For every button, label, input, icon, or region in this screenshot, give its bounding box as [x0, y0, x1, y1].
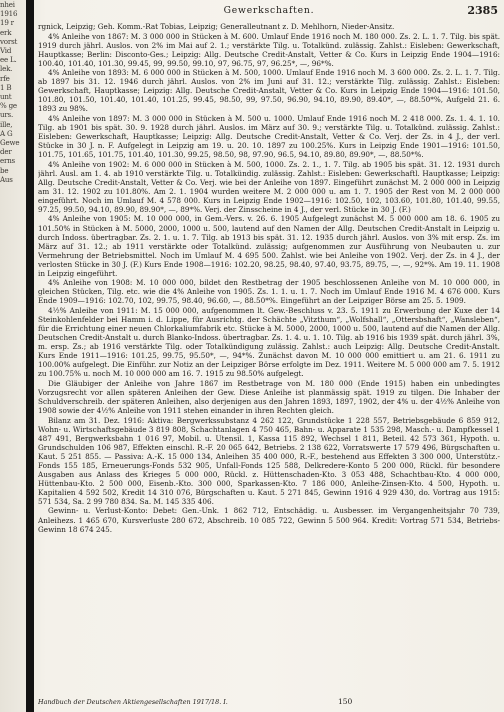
running-head-title: Gewerkschaften.	[223, 5, 315, 16]
footer-number: 150	[338, 697, 353, 706]
paragraph: Die Gläubiger der Anleihe von Jahre 1867 im Restbetrage von M. 180 000 (Ende 1915) haben ein unbedingtes Vorzugsrecht vor allen späteren Anleihen der Gew. Diese Anleihe ist planmässig spät. 1919 zu tilgen. Die Inhaber der Schuldverschreib. der späteren Anleihen, also derjenigen aus den Jahren 1893, 1897, 1902, der 4% u. der 4½% Anleihe von 1908 sowie der 4½% Anleihe von 1911 stehen einander in ihren Rechten gleich.	[38, 378, 500, 415]
paragraph: 4% Anleihe von 1867: M. 3 000 000 in Stücken à M. 600. Umlauf Ende 1916 noch M. 180 000. Zs. 2. L. 1. 7. Tilg. bis spät. 1919 durch jährl. Auslos. von 2% im Mai auf 2. 1.; verstärkte Tilg. u. Totalkünd. zulässig. Zahlst.: Eisleben: Gewerkschaft, Hauptkasse; Berlin: Disconto-Ges.; Leipzig: Allg. Deutsche Credit-Anstalt, Vetter & Co. Kurs in Leipzig Ende 1904—1916: 100.40, 101.40, 101.30, 99.45, 99, 99.50, 99.10, 97, 96.75, 97, 96.25*, —, 96*%.	[38, 31, 500, 68]
left-fragment-line: unt	[0, 92, 12, 102]
left-fragment-line: ille,	[0, 119, 13, 129]
left-fragment-line: rfe	[0, 73, 10, 83]
left-page-fragment	[0, 0, 26, 712]
footer-source: Handbuch der Deutschen Aktiengesellschaften 1917/18. I.	[38, 698, 228, 706]
left-fragment-line: 19 r	[0, 18, 14, 28]
left-fragment-line: Gewe	[0, 138, 20, 148]
paragraph: Bilanz am 31. Dez. 1916: Aktiva: Bergwerkssubstanz 4 262 122, Grundstücke 1 228 557, Betriebsgebäude 6 859 912, Wohn- u. Wirtschaftsgebäude 3 819 808, Schachtanlagen 4 750 465, Bahn- u. Apparate 1 535 298, Masch.- u. Dampfkessel 1 487 491, Bergwerksbahn 1 016 97, Mobil. u. Utensil. 1, Kassa 115 892, Wechsel 1 811, Beteil. 42 573 361, Hypoth. u. Grundschulden 106 987, Effekten einschl. R.-F. 20 065 642, Betriebs. 2 138 622, Vorratswerte 17 579 496, Bürgschaften u. Kaut. 5 251 855. — Passiva: A.-K. 15 000 134, Anleihen 35 400 000, R.-F., bestehend aus Effekten 3 300 000, Unterstütz.-Fonds 155 185, Erneuerungs-Fonds 532 905, Unfall-Fonds 125 588, Delkredere-Konto 5 200 000, Rückl. für besondere Ausgaben aus Anlass des Krieges 5 000 000, Rückl. z. Hüttenschaden-Kto. 3 053 488, Schachtbau-Kto. 4 000 000, Hüttenbau-Kto. 2 500 000, Eisenb.-Kto. 300 000, Sparkassen-Kto. 7 186 000, Anleihe-Zinsen-Kto. 4 500, Hypoth. u. Kapitalien 4 592 502, Kredit 14 310 076, Bürgschaften u. Kaut. 5 271 845, Gewinn 1916 4 929 430, do. Vortrag aus 1915: 571 534, Sa. 2 99 780 834. Sa. M. 145 335 406.	[38, 415, 500, 506]
page-footer	[38, 697, 500, 707]
paragraph: 4% Anleihe von 1897: M. 3 000 000 in Stücken à M. 500 u. 1000. Umlauf Ende 1916 noch M. 2 418 000. Zs. 1. 4. 1. 10. Tilg. ab 1901 bis spät. 30. 9. 1928 durch jährl. Auslos. im März auf 30. 9.; verstärkte Tilg. u. Totalkünd. zulässig. Zahlst.: Eisleben: Gewerkschaft, Hauptkasse; Leipzig: Allg. Deutsche Credit-Anstalt, Vetter & Co. Verj. der Zs. in 4 J., der verl. Stücke in 30 J. n. F. Aufgelegt in Leipzig am 19. u. 20. 10. 1897 zu 100.25%. Kurs in Leipzig Ende 1901—1916: 101.50, 101.75, 101.65, 101.75, 101.40, 101.30, 99.25, 98.50, 98, 97.90, 96.5, 94.10, 89.80, 89.90*, —, 88.50*%.	[38, 113, 500, 160]
left-fragment-line: 1916	[0, 9, 18, 19]
left-fragment-line: % ge	[0, 101, 17, 111]
paragraph: Gewinn- u. Verlust-Konto: Debet: Gen.-Unk. 1 862 712, Entschädig. u. Ausbesser. im Vergangenheitsjahr 70 739, Anleihezs. 1 465 670, Kursverluste 280 672, Abschreib. 10 085 722, Gewinn 5 500 964. Kredit: Vortrag 571 534, Betriebs-Gewinn 18 674 245.	[38, 506, 500, 534]
paragraph: 4% Anleihe von 1908: M. 10 000 000, bildet den Restbetrag der 1905 beschlossenen Anleihe von M. 10 000 000, in gleichen Stücken, Tilg. etc. wie die 4% Anleihe von 1905. Zs. 1. 1. u. 1. 7. Noch im Umlauf Ende 1916 M. 4 676 000. Kurs Ende 1909—1916: 102.70, 102, 99.75, 98.40, 96.60, —, 88.50*%. Eingeführt an der Leipziger Börse am 25. 5. 1909.	[38, 278, 500, 306]
left-fragment-line: 1 B	[0, 82, 12, 92]
left-fragment-line: vorst	[0, 36, 18, 46]
left-fragment-line: Vid	[0, 46, 12, 56]
page-number: 2385	[467, 4, 498, 17]
left-fragment-line: ee L.	[0, 55, 17, 65]
paragraph: 4½% Anleihe von 1911: M. 15 000 000, aufgenommen lt. Gew.-Beschluss v. 23. 5. 1911 zu Erwerbung der Kuxe der 14 Steinkohlenfelder bei Hamm i. d. Lippe, für Ausrichtg. der Schächte „Vitzthum“, „Wolfshall“, „Ottersbshaft“, „Wansleben“, für die Errichtung einer neuen Chlorkaliumfabrik etc. Stücke à M. 5000, 2000, 1000 u. 500, lautend auf die Namen der Allg. Deutschen Credit-Anstalt u. durch Blanko-Indoss. übertragbar. Zs. 1. 4. u. 1. 10. Tilg. ab 1916 bis 1939 spät. durch jährl. 3%, m. ersp. Zs.; ab 1916 verstärkte Tilg. oder Totalkündigung zulässig. Zahlst.: auch Leipzig: Allg. Deutsche Credit-Anstalt. Kurs Ende 1911—1916: 101.25, 99.75, 95.50*, —, 94*%. Zunächst davon M. 10 000 000 emittiert u. am 21. 6. 1911 zu 100.00% aufgelegt. Die Einführ. zur Notiz an der Leipziger Börse erfolgte im Dez. 1911. Weitere M. 5 000 000 am 7. 5. 1912 zu 100.75% u. noch M. 10 000 000 am 16. 7. 1915 zu 98.50% aufgelegt.	[38, 305, 500, 379]
left-fragment-line: urs.	[0, 110, 14, 120]
paragraph: rgnick, Leipzig; Geh. Komm.-Rat Tobias, Leipzig; Generalleutnant z. D. Mehlhorn, Nieder-Ansitz.	[38, 22, 395, 31]
left-fragment-line: lek.	[0, 64, 13, 74]
left-fragment-line: be	[0, 165, 9, 175]
left-fragment-line: erns	[0, 156, 15, 166]
left-fragment-line: nhei	[0, 0, 15, 9]
paragraph: 4% Anleihe von 1905: M. 10 000 000, in Gem.-Vers. v. 26. 6. 1905 Aufgelegt zunächst M. 5 000 000 am 18. 6. 1905 zu 101.50% in Stücken à M. 5000, 2000, 1000 u. 500, lautend auf den Namen der Allg. Deutschen Credit-Anstalt in Leipzig u. durch Indoss. übertragbar. Zs. 2. 1. u. 1. 7. Tilg. ab 1913 bis spät. 31. 12. 1935 durch jährl. Auslos. von 3% mit ersp. Zs. im März auf 31. 12.; ab 1911 verstärkte oder Totalkünd. zulässig; aufgenommen zur Ausführung von Neubauten u. zur Vermehrung der Betriebsmittel. Noch im Umlauf M. 4 695 500. Zahlst. wie bei Anleihe von 1902. Verj. der Zs. in 4 J., der verlosten Stücke in 30 J. (F.) Kurs Ende 1908—1916: 102.20, 98.25, 98.40, 97.40, 93.75, 89.75, —, —, 92*%. Am 19. 11. 1908 in Leipzig eingeführt.	[38, 214, 500, 278]
body-text	[38, 22, 500, 534]
left-fragment-line: A G	[0, 128, 13, 138]
left-fragment-line: erk	[0, 27, 12, 37]
paragraph: 4% Anleihe von 1893: M. 6 000 000 in Stücken à M. 500, 1000. Umlauf Ende 1916 noch M. 3 600 000. Zs. 2. L. 1. 7. Tilg. ab 1897 bis 31. 12. 1946 durch jährl. Auslos. von 2% im Juni auf 31. 12.; verstärkte Tilg. zulässig. Zahlst.: Eisleben: Gewerkschaft, Hauptkasse; Leipzig: Allg. Deutsche Credit-Anstalt, Vetter & Co. Kurs in Leipzig Ende 1904—1916: 101.50, 101.80, 101.50, 101.40, 101.40, 101.25, 99.45, 98.50, 99, 97.50, 96.90, 94.10, 89.90, 89.40*, —, 88.50*%, Aufgeld 21. 6. 1893 zu 98%.	[38, 68, 500, 114]
book-page	[38, 4, 500, 708]
left-fragment-line: Aus	[0, 174, 13, 184]
book-gutter-shadow	[26, 0, 34, 712]
left-fragment-line: der	[0, 147, 12, 157]
paragraph: 4% Anleihe von 1902: M. 6 000 000 in Stücken à M. 500, 1000. Zs. 2. 1., 1. 7. Tilg. ab 1905 bis spät. 31. 12. 1931 durch jährl. Ausl. am 1. 4. ab 1910 verstärkte Tilg. u. Totalkündig. zulässig. Zahlst.: Eisleben: Gewerkschaftl. Hauptkasse; Leipzig: Allg. Deutsche Credit-Anstalt, Vetter & Co. Verj. wie bei der Anleihe von 1897. Eingeführt zunächst M. 2 000 000 in Leipzig am 31. 12. 1902 zu 101.80%. Am 2. 1. 1904 wurden weitere M. 2 000 000 u. am 1. 7. 1905 der Rest von M. 2 000 000 eingeführt. Noch im Umlauf M. 4 578 000. Kurs in Leipzig Ende 1902—1916: 102.50, 102, 103.60, 101.80, 101.40, 99.55, 97.25, 99.50, 94.10, 89.90, 89.90*, —, 89*%. Verj. der Zinsscheine in 4 J., der verl. Stücke in 30 J. (F.)	[38, 159, 500, 214]
running-head	[38, 4, 500, 18]
